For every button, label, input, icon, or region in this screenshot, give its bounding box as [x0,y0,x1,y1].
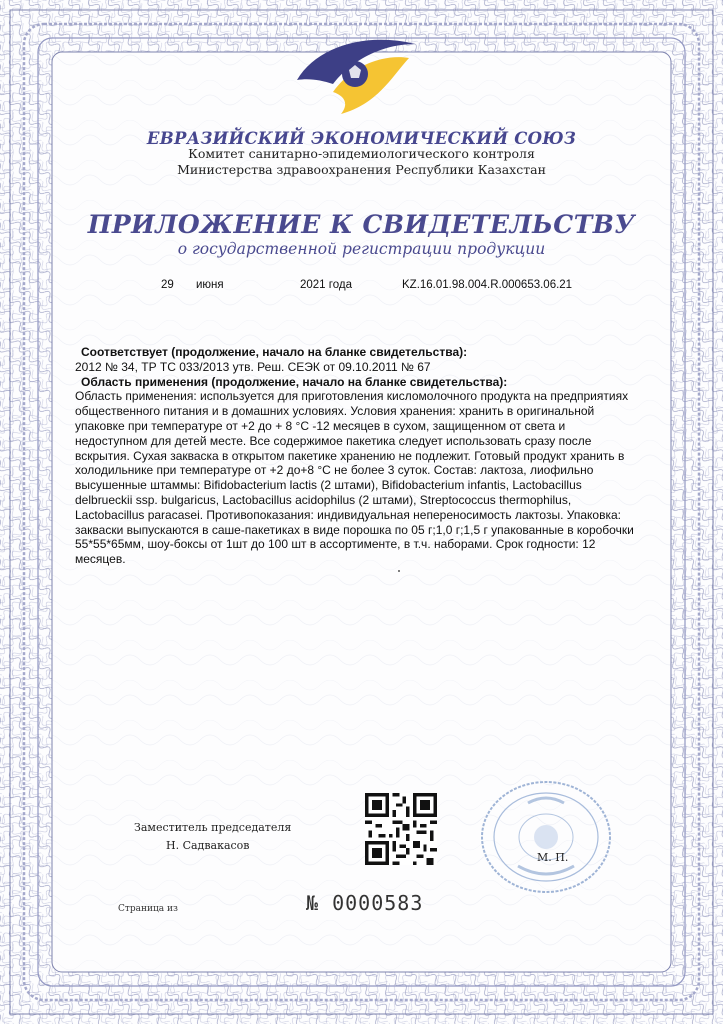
certificate-content [75,345,635,567]
date-year: 2021 года [300,279,352,291]
eaeu-logo-icon [287,34,437,116]
seal-stamp-icon [478,778,614,896]
blank-number: № 0000583 [306,891,424,915]
conformity-text: 2012 № 34, ТР ТС 033/2013 утв. Реш. СЕЭК от 09.10.2011 № 67 [75,359,431,374]
signatory-name: Н. Садвакасов [166,839,250,852]
scope-text: Область применения: используется для приготовления кисломолочного продукта на предприятиях общественного питания и в домашних условиях. Условия хранения: хранить в оригинальной упаковке при температуре от +2 до + 8 °С -12 месяцев в сухом, защищенном от света и недоступном для детей месте. Все содержимое пакетика следует использовать сразу после вскрытия. Сухая закваска в открытом пакетике хранению не подлежит. Готовый продукт хранить в холодильнике при температуре от +2 до+8 °С не более 3 суток. Состав: лактоза, лиофильно высушенные штаммы: Bifidobacterium lactis (2 штами), Bifidobacterium infantis, Lactobacillus delbrueckii ssp. bulgaricus, Lactobacillus acidophilus (2 штами), Streptococcus thermophilus, Lactobacillus paracasei. Противопоказания: индивидуальная непереносимость лактозы. Упаковка: закваски выпускаются в саше-пакетиках в виде порошка по 05 г;1,0 г;1,5 г упакованные в коробочки 55*55*65мм, шоу-боксы от 1шт до 100 шт в ассортименте, в т.ч. наборами. Срок годности: 12 месяцев. [75,389,634,567]
date-month: июня [196,279,224,291]
committee-name: Комитет санитарно-эпидемиологического контроля [188,146,535,161]
scope-heading: Область применения (продолжение, начало на бланке свидетельства): [81,374,508,389]
union-name: ЕВРАЗИЙСКИЙ ЭКОНОМИЧЕСКИЙ СОЮЗ [146,129,577,148]
page-title: ПРИЛОЖЕНИЕ К СВИДЕТЕЛЬСТВУ [87,210,636,239]
stamp-place-label: М. П. [537,851,569,864]
registration-number: KZ.16.01.98.004.R.000653.06.21 [402,279,573,291]
signatory-position: Заместитель председателя [134,821,292,834]
page-subtitle: о государственной регистрации продукции [177,240,546,258]
stray-dot [398,570,400,572]
conformity-heading: Соответствует (продолжение, начало на бланке свидетельства): [81,345,468,359]
date-day: 29 [161,279,174,291]
page-of-label: Страница из [118,904,178,914]
ministry-name: Министерства здравоохранения Республики Казахстан [177,162,546,177]
qr-code-icon [365,793,437,865]
